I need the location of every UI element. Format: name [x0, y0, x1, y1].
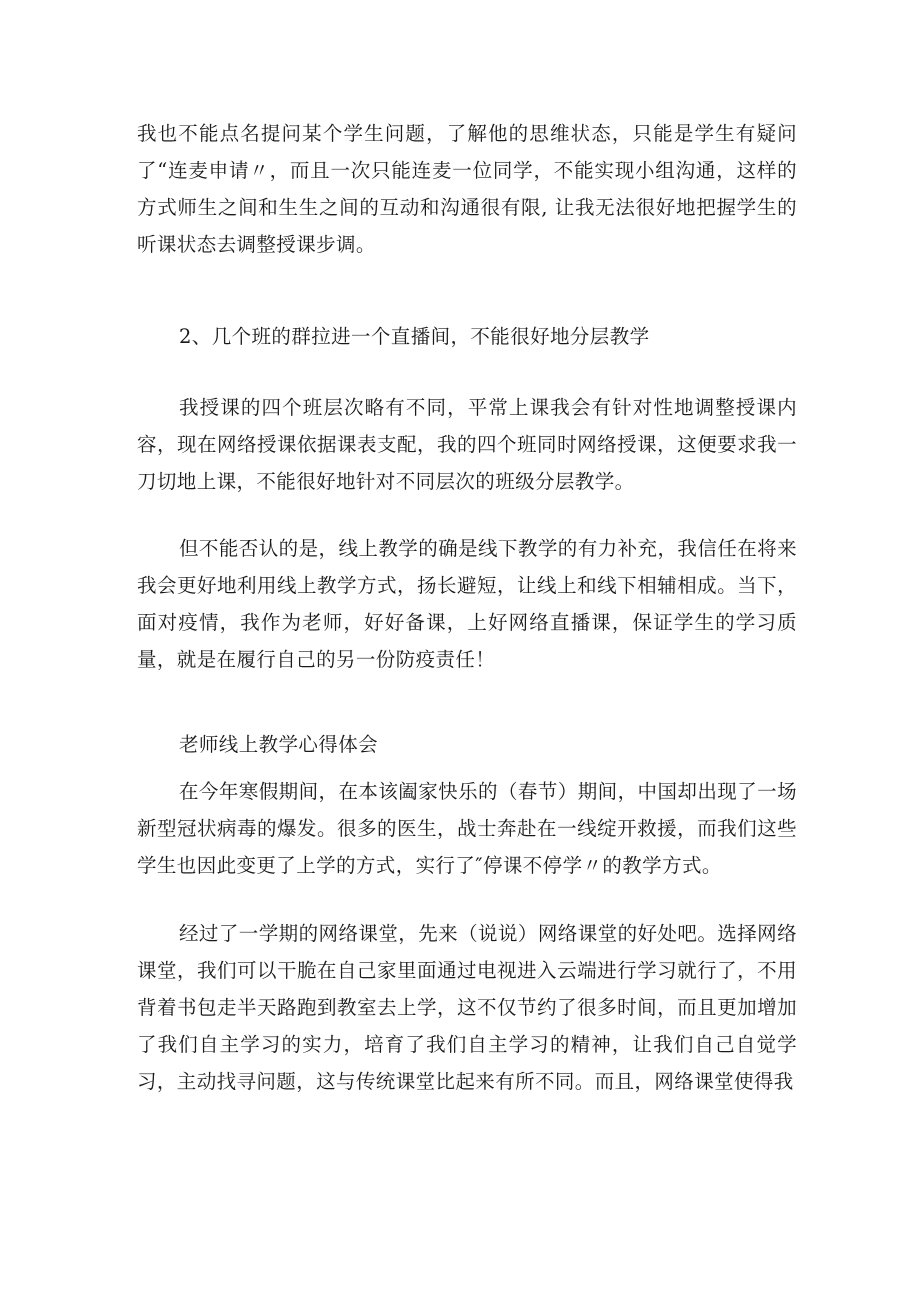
paragraph-online-supplement: 但不能否认的是，线上教学的确是线下教学的有力补充，我信任在将来我会更好地利用线上教学方式，扬长避短，让线上和线下相辅相成。当下，面对疫情，我作为老师，好好备课，上好网络直播课，保证学生的学习质量，就是在履行自己的另一份防疫责任！ — [137, 537, 797, 671]
paragraph-interaction-limits: 我也不能点名提问某个学生问题，了解他的思维状态，只能是学生有疑问了“连麦申请〃，而且一次只能连麦一位同学，不能实现小组沟通，这样的方式师生之间和生生之间的互动和沟通很有限, 让我无法很好地把握学生的听课状态去调整授课步调。 — [137, 122, 797, 256]
paragraph-winter-vacation: 在今年寒假期间，在本该阖家快乐的（春节）期间，中国却出现了一场新型冠状病毒的爆发。很多的医生，战士奔赴在一线绽开救援，而我们这些学生也因此变更了上学的方式，实行了″停课不停学〃的教学方式。 — [137, 780, 797, 877]
paragraph-four-classes: 我授课的四个班层次略有不同，平常上课我会有针对性地调整授课内容，现在网络授课依据课表支配，我的四个班同时网络授课，这便要求我一刀切地上课，不能很好地针对不同层次的班级分层教学。 — [137, 396, 797, 493]
paragraph-online-benefits: 经过了一学期的网络课堂，先来（说说）网络课堂的好处吧。选择网络课堂，我们可以干脆在自己家里面通过电视进入云端进行学习就行了，不用背着书包走半天路跑到教室去上学，这不仅节约了很多时间，而且更加增加了我们自主学习的实力，培育了我们自主学习的精神，让我们自己自觉学习，主动找寻问题，这与传统课堂比起来有所不同。而且，网络课堂使得我 — [137, 922, 797, 1093]
article-title: 老师线上教学心得体会 — [179, 733, 379, 756]
section-heading-layered-teaching: 2、几个班的群拉进一个直播间，不能很好地分层教学 — [179, 325, 650, 348]
